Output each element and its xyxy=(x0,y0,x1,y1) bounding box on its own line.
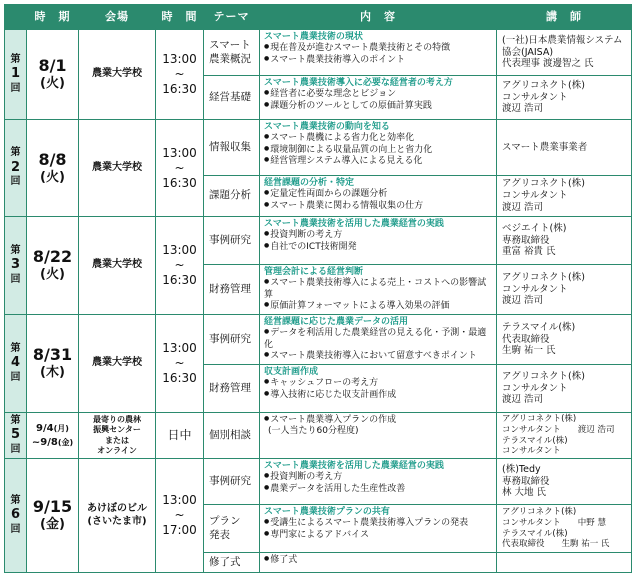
session-venue: 最寄りの農林 振興センター または オンライン xyxy=(79,413,156,459)
theme-cell: 事例研究 xyxy=(204,459,260,505)
content-cell: スマート農業技術の動向を知る ● スマート農機による省力化と効率化 ● 環境制御による収量品質の向上と省力化 ● 経営管理システム導入による見える化 xyxy=(260,120,497,176)
content-cell: 収支計画作成 ● キャッシュフローの考え方 ● 導入技術に応じた収支計画作成 xyxy=(260,365,497,413)
session-4-row-1 xyxy=(5,315,632,365)
header-hours: 時 間 xyxy=(156,5,204,30)
theme-cell: 経営基礎 xyxy=(204,76,260,120)
header-number xyxy=(5,5,27,30)
theme-cell: 事例研究 xyxy=(204,217,260,265)
header-lecturer: 講 師 xyxy=(497,5,632,30)
session-number: 第 1 回 xyxy=(5,30,27,120)
header-theme: テーマ xyxy=(204,5,260,30)
theme-cell: 情報収集 xyxy=(204,120,260,176)
content-cell: スマート農業技術の現状 ● 現在普及が進むスマート農業技術とその特徴 ● スマート農業技術導入のポイント xyxy=(260,30,497,76)
lecturer-cell: アグリコネクト(株) コンサルタント 中野 慧 テラスマイル(株) 代表取締役 生駒 祐一 氏 xyxy=(497,505,632,553)
theme-cell: 個別相談 xyxy=(204,413,260,459)
theme-cell: プラン 発表 xyxy=(204,505,260,553)
lecturer-cell: アグリコネクト(株) コンサルタント 渡辺 浩司 xyxy=(497,176,632,217)
session-date: 9/4(月) ~9/8(金) xyxy=(27,413,79,459)
session-6-row-1 xyxy=(5,459,632,505)
lecturer-cell: アグリコネクト(株) コンサルタント 渡辺 浩司 xyxy=(497,365,632,413)
theme-cell: 財務管理 xyxy=(204,265,260,315)
session-1-row-1 xyxy=(5,30,632,76)
session-number: 第 3 回 xyxy=(5,217,27,315)
session-venue: あけぼのビル (さいたま市) xyxy=(79,459,156,573)
session-venue: 農業大学校 xyxy=(79,120,156,217)
session-venue: 農業大学校 xyxy=(79,30,156,120)
session-2-row-1 xyxy=(5,120,632,176)
header-content: 内 容 xyxy=(260,5,497,30)
content-cell: スマート農業技術を活用した農業経営の実践 ● 投資判断の考え方 ● 自社でのICT技術開発 xyxy=(260,217,497,265)
session-venue: 農業大学校 xyxy=(79,217,156,315)
lecturer-cell xyxy=(497,553,632,573)
content-cell: スマート農業技術を活用した農業経営の実践 ● 投資判断の考え方 ● 農業データを活用した生産性改善 xyxy=(260,459,497,505)
theme-cell: 事例研究 xyxy=(204,315,260,365)
lecturer-cell: アグリコネクト(株) コンサルタント 渡辺 浩司 xyxy=(497,76,632,120)
session-date: 8/1 (火) xyxy=(27,30,79,120)
session-number: 第 4 回 xyxy=(5,315,27,413)
lecturer-cell: テラスマイル(株) 代表取締役 生駒 祐一 氏 xyxy=(497,315,632,365)
content-cell: スマート農業技術プランの共有 ● 受講生によるスマート農業技術導入プランの発表 ● 専門家によるアドバイス xyxy=(260,505,497,553)
content-cell: ● スマート農業導入プランの作成 (一人当たり60分程度) xyxy=(260,413,497,459)
session-5-row-1 xyxy=(5,413,632,459)
lecturer-cell: (株)Tedy 専務取締役 林 大地 氏 xyxy=(497,459,632,505)
theme-cell: 修了式 xyxy=(204,553,260,573)
session-time: 日中 xyxy=(156,413,204,459)
lecturer-cell: スマート農業事業者 xyxy=(497,120,632,176)
session-3-row-1 xyxy=(5,217,632,265)
session-time: 13:00 ~ 16:30 xyxy=(156,30,204,120)
header-period: 時 期 xyxy=(27,5,79,30)
session-date: 8/8 (火) xyxy=(27,120,79,217)
lecturer-cell: ベジエイト(株) 専務取締役 重富 裕貴 氏 xyxy=(497,217,632,265)
content-cell: 管理会計による経営判断 ● スマート農業技術導入による売上・コストへの影響試算 ● 原価計算フォーマットによる導入効果の評価 xyxy=(260,265,497,315)
header-row xyxy=(5,5,632,30)
content-cell: スマート農業技術導入に必要な経営者の考え方 ● 経営者に必要な理念とビジョン ● 課題分析のツールとしての原価計算実践 xyxy=(260,76,497,120)
session-number: 第 6 回 xyxy=(5,459,27,573)
lecturer-cell: アグリコネクト(株) コンサルタント 渡辺 浩司 xyxy=(497,265,632,315)
theme-cell: スマート 農業概況 xyxy=(204,30,260,76)
session-date: 9/15 (金) xyxy=(27,459,79,573)
content-cell: 経営課題に応じた農業データの活用 ● データを利活用した農業経営の見える化・予測・最適化 ● スマート農業技術導入において留意すべきポイント xyxy=(260,315,497,365)
lecturer-cell: アグリコネクト(株) コンサルタント 渡辺 浩司 テラスマイル(株) コンサルタント xyxy=(497,413,632,459)
content-cell: ● 修了式 xyxy=(260,553,497,573)
header-venue: 会場 xyxy=(79,5,156,30)
session-time: 13:00 ~ 16:30 xyxy=(156,217,204,315)
session-time: 13:00 ~ 16:30 xyxy=(156,315,204,413)
session-venue: 農業大学校 xyxy=(79,315,156,413)
session-time: 13:00 ~ 17:00 xyxy=(156,459,204,573)
lecturer-cell: (一社)日本農業情報システム 協会(JAISA) 代表理事 渡邊智之 氏 xyxy=(497,30,632,76)
theme-cell: 財務管理 xyxy=(204,365,260,413)
session-date: 8/31 (木) xyxy=(27,315,79,413)
session-number: 第 2 回 xyxy=(5,120,27,217)
session-number: 第 5 回 xyxy=(5,413,27,459)
session-date: 8/22 (火) xyxy=(27,217,79,315)
content-cell: 経営課題の分析・特定 ● 定量定性両面からの課題分析 ● スマート農業に関わる情報収集の仕方 xyxy=(260,176,497,217)
theme-cell: 課題分析 xyxy=(204,176,260,217)
schedule-table xyxy=(4,4,632,573)
session-time: 13:00 ~ 16:30 xyxy=(156,120,204,217)
